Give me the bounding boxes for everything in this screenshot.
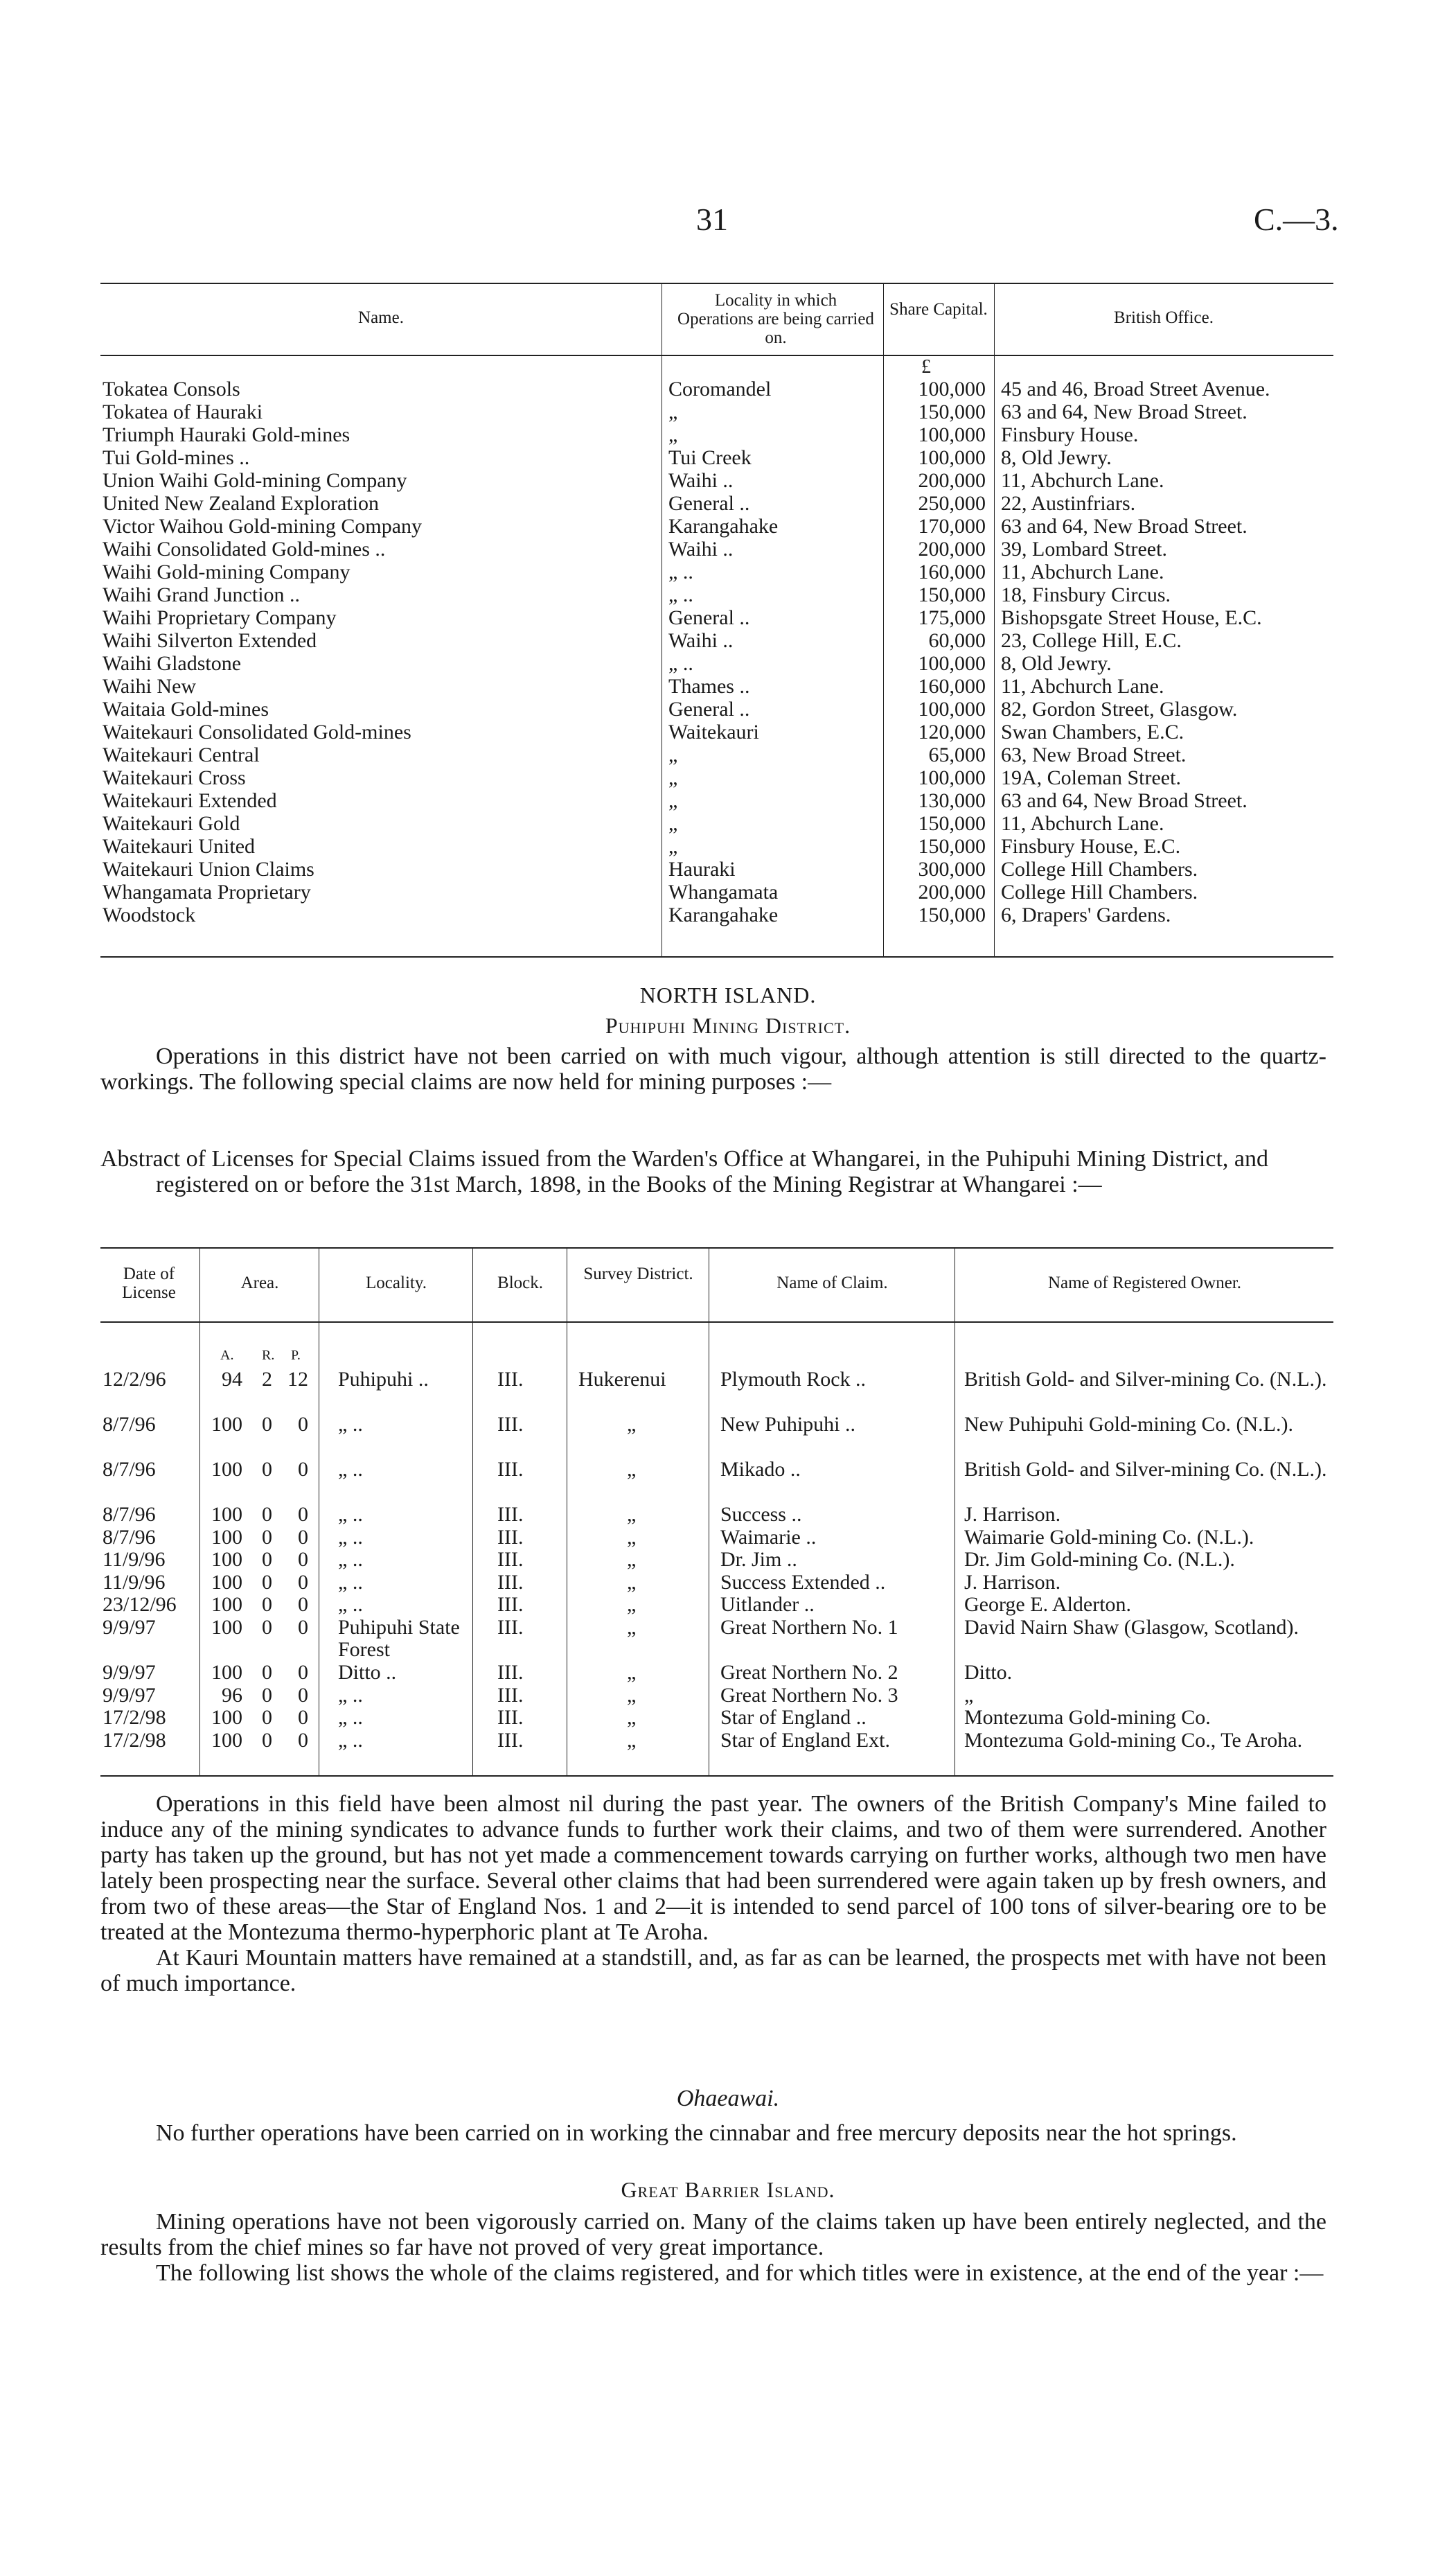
area-roods: 0 [262,1593,272,1616]
locality: Hauraki [668,858,736,881]
locality: „ [668,401,678,423]
company-name: Waihi New [103,675,197,698]
british-office: College Hill Chambers. [1001,881,1198,904]
area-acres: 100 [211,1526,242,1549]
table2-top-rule [100,1247,1333,1249]
document-code: C.—3. [1254,202,1339,237]
intro-paragraph [100,1044,1326,1095]
share-capital: 100,000 [918,378,986,401]
block: III. [497,1661,524,1684]
british-office: 63 and 64, New Broad Street. [1001,401,1248,423]
locality: „ [668,423,678,446]
locality: Waihi .. [668,538,734,561]
block: III. [497,1616,524,1639]
company-name: Triumph Hauraki Gold-mines [103,423,350,446]
table-row [0,766,1456,789]
block: III. [497,1413,524,1436]
british-office: 63 and 64, New Broad Street. [1001,515,1248,538]
area-acres: 100 [211,1571,242,1594]
license-date: 9/9/97 [103,1616,156,1639]
license-date: 8/7/96 [103,1526,156,1549]
claim-locality: Puhipuhi .. [338,1368,429,1391]
claim-locality: „ .. [338,1593,363,1616]
survey-district: „ [627,1729,637,1752]
table2-header-rule [100,1321,1333,1323]
locality: Waihi .. [668,629,734,652]
claim-name: Dr. Jim .. [720,1548,797,1571]
area-roods: 0 [262,1503,272,1526]
share-capital: 150,000 [918,835,986,858]
claim-locality: „ .. [338,1503,363,1526]
area-roods: 0 [262,1413,272,1436]
company-name: Waitekauri Central [103,743,260,766]
area-acres: 94 [222,1368,242,1391]
table2-bottom-rule [100,1775,1333,1777]
col-header-owner: Name of Registered Owner. [1047,1274,1242,1292]
claim-locality: „ .. [338,1548,363,1571]
area-roods: 0 [262,1571,272,1594]
claim-name: Success Extended .. [720,1571,886,1594]
license-date: 8/7/96 [103,1503,156,1526]
paragraph-kauri-mountain: At Kauri Mountain matters have remained at a standstill, and, as far as can be learned, the prospects met with have not been of much importance. [100,1945,1326,1996]
intro-text: Operations in this district have not been carried on with much vigour, although attention is still directed to the quartz-workings. The following special claims are now held for mining purposes :— [100,1044,1326,1095]
area-perches: 0 [298,1571,308,1594]
registered-owner: „ [964,1684,974,1707]
area-acres: 100 [211,1458,242,1481]
unit-perches: P. [291,1348,301,1363]
company-name: Union Waihi Gold-mining Company [103,469,407,492]
share-capital: 150,000 [918,583,986,606]
share-capital: 250,000 [918,492,986,515]
share-capital: 130,000 [918,789,986,812]
registered-owner: Dr. Jim Gold-mining Co. (N.L.). [964,1548,1235,1571]
area-acres: 100 [211,1548,242,1571]
claim-locality: „ .. [338,1413,363,1436]
table-row [0,469,1456,492]
area-perches: 0 [298,1684,308,1707]
table-row [0,492,1456,515]
table-row [0,446,1456,469]
claim-name: Waimarie .. [720,1526,817,1549]
british-office: 8, Old Jewry. [1001,652,1112,675]
claim-locality: „ .. [338,1706,363,1729]
british-office: 6, Drapers' Gardens. [1001,904,1171,926]
area-acres: 100 [211,1729,242,1752]
col-header-locality: Locality. [366,1274,427,1292]
area-roods: 0 [262,1458,272,1481]
license-date: 8/7/96 [103,1458,156,1481]
table-row [0,652,1456,675]
license-date: 9/9/97 [103,1661,156,1684]
license-date: 9/9/97 [103,1684,156,1707]
area-roods: 0 [262,1661,272,1684]
british-office: College Hill Chambers. [1001,858,1198,881]
british-office: 22, Austinfriars. [1001,492,1136,515]
body-text [100,1791,1326,1996]
area-perches: 0 [298,1661,308,1684]
share-capital: 150,000 [918,401,986,423]
british-office: Swan Chambers, E.C. [1001,721,1184,743]
british-office: Finsbury House. [1001,423,1139,446]
registered-owner: Waimarie Gold-mining Co. (N.L.). [964,1526,1254,1549]
ohaeawai-section [100,2120,1326,2146]
table-row [0,721,1456,743]
company-name: Tokatea Consols [103,378,240,401]
survey-district: „ [627,1661,637,1684]
company-name: Waihi Grand Junction .. [103,583,301,606]
locality: „ [668,743,678,766]
claim-locality: „ .. [338,1458,363,1481]
claim-locality: „ .. [338,1729,363,1752]
block: III. [497,1368,524,1391]
area-acres: 100 [211,1593,242,1616]
area-roods: 0 [262,1684,272,1707]
survey-district: „ [627,1684,637,1707]
claim-locality: „ .. [338,1684,363,1707]
table-row [0,812,1456,835]
locality: General .. [668,492,750,515]
british-office: 19A, Coleman Street. [1001,766,1181,789]
share-capital: 100,000 [918,446,986,469]
share-capital: 100,000 [918,423,986,446]
table-row [0,378,1456,401]
table-row [0,606,1456,629]
col-header-office: British Office. [1114,308,1214,327]
claim-name: Star of England Ext. [720,1729,890,1752]
registered-owner: Ditto. [964,1661,1013,1684]
locality: Coromandel [668,378,772,401]
claim-name: Uitlander .. [720,1593,815,1616]
col-header-capital: Share Capital. [889,300,988,319]
company-name: Waitekauri Union Claims [103,858,314,881]
share-capital: 160,000 [918,561,986,583]
unit-acres: A. [220,1348,234,1363]
col-header-locality: Locality in which Operations are being carried on. [677,291,874,347]
british-office: 82, Gordon Street, Glasgow. [1001,698,1238,721]
area-perches: 0 [298,1593,308,1616]
share-capital: 100,000 [918,698,986,721]
locality: „ .. [668,583,693,606]
share-capital: 60,000 [928,629,986,652]
british-office: 11, Abchurch Lane. [1001,812,1164,835]
locality: Tui Creek [668,446,752,469]
table1-bottom-rule [100,956,1333,958]
british-office: 11, Abchurch Lane. [1001,561,1164,583]
block: III. [497,1706,524,1729]
table-row [0,904,1456,926]
locality: „ [668,789,678,812]
area-roods: 0 [262,1616,272,1639]
area-perches: 0 [298,1616,308,1639]
locality: General .. [668,606,750,629]
table-row [0,743,1456,766]
claim-name: Great Northern No. 1 [720,1616,898,1639]
table-row [0,538,1456,561]
british-office: 23, College Hill, E.C. [1001,629,1182,652]
survey-district: „ [627,1571,637,1594]
claim-name: Great Northern No. 2 [720,1661,898,1684]
area-perches: 0 [298,1706,308,1729]
license-date: 11/9/96 [103,1548,166,1571]
share-capital: 300,000 [918,858,986,881]
company-name: Waitekauri United [103,835,256,858]
table1-header-rule [100,355,1333,356]
share-capital: 170,000 [918,515,986,538]
share-capital: 160,000 [918,675,986,698]
company-name: Waihi Consolidated Gold-mines .. [103,538,386,561]
share-capital: 200,000 [918,538,986,561]
unit-roods: R. [262,1348,275,1363]
block: III. [497,1526,524,1549]
col-header-area: Area. [240,1274,279,1292]
survey-district: „ [627,1413,637,1436]
claim-name: Mikado .. [720,1458,801,1481]
locality: „ [668,835,678,858]
company-name: Woodstock [103,904,196,926]
registered-owner: British Gold- and Silver-mining Co. (N.L.). [964,1368,1327,1391]
survey-district: „ [627,1616,637,1639]
british-office: 18, Finsbury Circus. [1001,583,1171,606]
paragraph-great-barrier: Mining operations have not been vigorously carried on. Many of the claims taken up have been entirely neglected, and the results from the chief mines so far have not proved of very great importance. [100,2209,1326,2260]
license-date: 17/2/98 [103,1706,166,1729]
locality: „ .. [668,561,693,583]
british-office: 39, Lombard Street. [1001,538,1167,561]
share-capital: 100,000 [918,766,986,789]
share-capital: 175,000 [918,606,986,629]
claim-locality: Ditto .. [338,1661,397,1684]
company-name: Whangamata Proprietary [103,881,311,904]
table-row [0,561,1456,583]
registered-owner: New Puhipuhi Gold-mining Co. (N.L.). [964,1413,1293,1436]
share-capital: 120,000 [918,721,986,743]
paragraph-operations: Operations in this field have been almost nil during the past year. The owners of the British Company's Mine failed to induce any of the mining syndicates to advance funds to further work their claims, and two of them were surrendered. Another party has taken up the ground, but has not yet made a commencement towards carrying on further works, although two men have lately been prospecting near the surface. Several other claims that had been surrendered were again taken up by fresh owners, and from two of these areas—the Star of England Nos. 1 and 2—it is intended to send parcel of 100 tons of silver-bearing ore to be treated at the Montezuma thermo-hyperphoric plant at Te Aroha. [100,1791,1326,1945]
share-capital: 200,000 [918,469,986,492]
abstract-heading [100,1146,1326,1197]
col-header-claim: Name of Claim. [776,1274,888,1292]
british-office: 8, Old Jewry. [1001,446,1112,469]
company-name: Waitekauri Gold [103,812,240,835]
company-name: Waitekauri Consolidated Gold-mines [103,721,411,743]
company-name: Waihi Gold-mining Company [103,561,350,583]
claim-locality: Puhipuhi State Forest [338,1616,460,1661]
area-perches: 0 [298,1413,308,1436]
claim-name: Plymouth Rock .. [720,1368,867,1391]
table-row [0,675,1456,698]
license-date: 12/2/96 [103,1368,166,1391]
district-title: Puhipuhi Mining District. [605,1013,851,1038]
locality: Karangahake [668,904,779,926]
table2-col-divider [472,1247,473,1775]
area-acres: 100 [211,1503,242,1526]
locality: Waitekauri [668,721,759,743]
locality: „ .. [668,652,693,675]
block: III. [497,1593,524,1616]
area-roods: 0 [262,1526,272,1549]
registered-owner: Montezuma Gold-mining Co. [964,1706,1211,1729]
currency-symbol: £ [921,356,931,378]
locality: „ [668,766,678,789]
license-date: 23/12/96 [103,1593,177,1616]
area-acres: 100 [211,1661,242,1684]
table-row [0,401,1456,423]
area-perches: 0 [298,1729,308,1752]
british-office: Finsbury House, E.C. [1001,835,1181,858]
great-barrier-section [100,2209,1326,2286]
table-row [0,858,1456,881]
claim-locality: „ .. [338,1571,363,1594]
area-acres: 100 [211,1413,242,1436]
claim-name: Great Northern No. 3 [720,1684,898,1707]
survey-district: „ [627,1548,637,1571]
section-title: NORTH ISLAND. [639,983,817,1007]
registered-owner: J. Harrison. [964,1571,1061,1594]
col-header-survey-district: Survey District. [583,1265,693,1283]
claim-name: Star of England .. [720,1706,867,1729]
area-perches: 0 [298,1548,308,1571]
table-row [0,881,1456,904]
survey-district: „ [627,1706,637,1729]
page-number: 31 [696,202,728,237]
area-acres: 100 [211,1706,242,1729]
british-office: 11, Abchurch Lane. [1001,675,1164,698]
survey-district: „ [627,1503,637,1526]
block: III. [497,1571,524,1594]
license-date: 17/2/98 [103,1729,166,1752]
locality: General .. [668,698,750,721]
company-name: Waitekauri Extended [103,789,277,812]
table-row [0,698,1456,721]
block: III. [497,1503,524,1526]
survey-district: Hukerenui [578,1368,666,1391]
area-roods: 2 [262,1368,272,1391]
abstract-text: Abstract of Licenses for Special Claims issued from the Warden's Office at Whangarei, in the Puhipuhi Mining District, and registered on or before the 31st March, 1898, in the Books of the Mining Registrar at Whangarei :— [100,1146,1269,1197]
table2-col-divider [199,1247,200,1775]
table-row [0,583,1456,606]
company-name: Tui Gold-mines .. [103,446,250,469]
survey-district: „ [627,1526,637,1549]
share-capital: 150,000 [918,904,986,926]
paragraph-claims-list: The following list shows the whole of the claims registered, and for which titles were in existence, at the end of the year :— [156,2260,1324,2286]
ohaeawai-heading: Ohaeawai. [676,2086,780,2111]
license-date: 11/9/96 [103,1571,166,1594]
survey-district: „ [627,1458,637,1481]
company-name: Waitekauri Cross [103,766,246,789]
locality: Thames .. [668,675,750,698]
locality: Whangamata [668,881,779,904]
block: III. [497,1548,524,1571]
company-name: Waihi Silverton Extended [103,629,317,652]
claim-name: Success .. [720,1503,802,1526]
block: III. [497,1729,524,1752]
area-acres: 100 [211,1616,242,1639]
registered-owner: J. Harrison. [964,1503,1061,1526]
british-office: 11, Abchurch Lane. [1001,469,1164,492]
company-name: United New Zealand Exploration [103,492,380,515]
area-roods: 0 [262,1729,272,1752]
locality: „ [668,812,678,835]
british-office: Bishopsgate Street House, E.C. [1001,606,1262,629]
table-row [0,423,1456,446]
table-row [0,835,1456,858]
block: III. [497,1458,524,1481]
locality: Waihi .. [668,469,734,492]
share-capital: 65,000 [928,743,986,766]
table-row [0,515,1456,538]
block: III. [497,1684,524,1707]
area-perches: 12 [287,1368,308,1391]
great-barrier-heading: Great Barrier Island. [621,2177,835,2202]
area-roods: 0 [262,1548,272,1571]
claim-locality: „ .. [338,1526,363,1549]
share-capital: 100,000 [918,652,986,675]
company-name: Victor Waihou Gold-mining Company [103,515,423,538]
share-capital: 200,000 [918,881,986,904]
company-name: Tokatea of Hauraki [103,401,263,423]
registered-owner: George E. Alderton. [964,1593,1132,1616]
license-date: 8/7/96 [103,1413,156,1436]
area-roods: 0 [262,1706,272,1729]
col-header-block: Block. [497,1274,543,1292]
area-perches: 0 [298,1458,308,1481]
area-perches: 0 [298,1526,308,1549]
registered-owner: British Gold- and Silver-mining Co. (N.L.). [964,1458,1327,1481]
company-name: Waitaia Gold-mines [103,698,269,721]
col-header-name: Name. [358,308,404,327]
col-header-date: Date of License [122,1265,176,1302]
paragraph-ohaeawai: No further operations have been carried on in working the cinnabar and free mercury deposits near the hot springs. [156,2120,1237,2146]
british-office: 63 and 64, New Broad Street. [1001,789,1248,812]
survey-district: „ [627,1593,637,1616]
share-capital: 150,000 [918,812,986,835]
area-perches: 0 [298,1503,308,1526]
company-name: Waihi Gladstone [103,652,242,675]
claim-name: New Puhipuhi .. [720,1413,855,1436]
table-row [0,629,1456,652]
area-acres: 96 [222,1684,242,1707]
british-office: 45 and 46, Broad Street Avenue. [1001,378,1270,401]
registered-owner: Montezuma Gold-mining Co., Te Aroha. [964,1729,1303,1752]
company-name: Waihi Proprietary Company [103,606,337,629]
british-office: 63, New Broad Street. [1001,743,1187,766]
registered-owner: David Nairn Shaw (Glasgow, Scotland). [964,1616,1299,1639]
table-row [0,789,1456,812]
table1-top-rule [100,283,1333,284]
locality: Karangahake [668,515,779,538]
